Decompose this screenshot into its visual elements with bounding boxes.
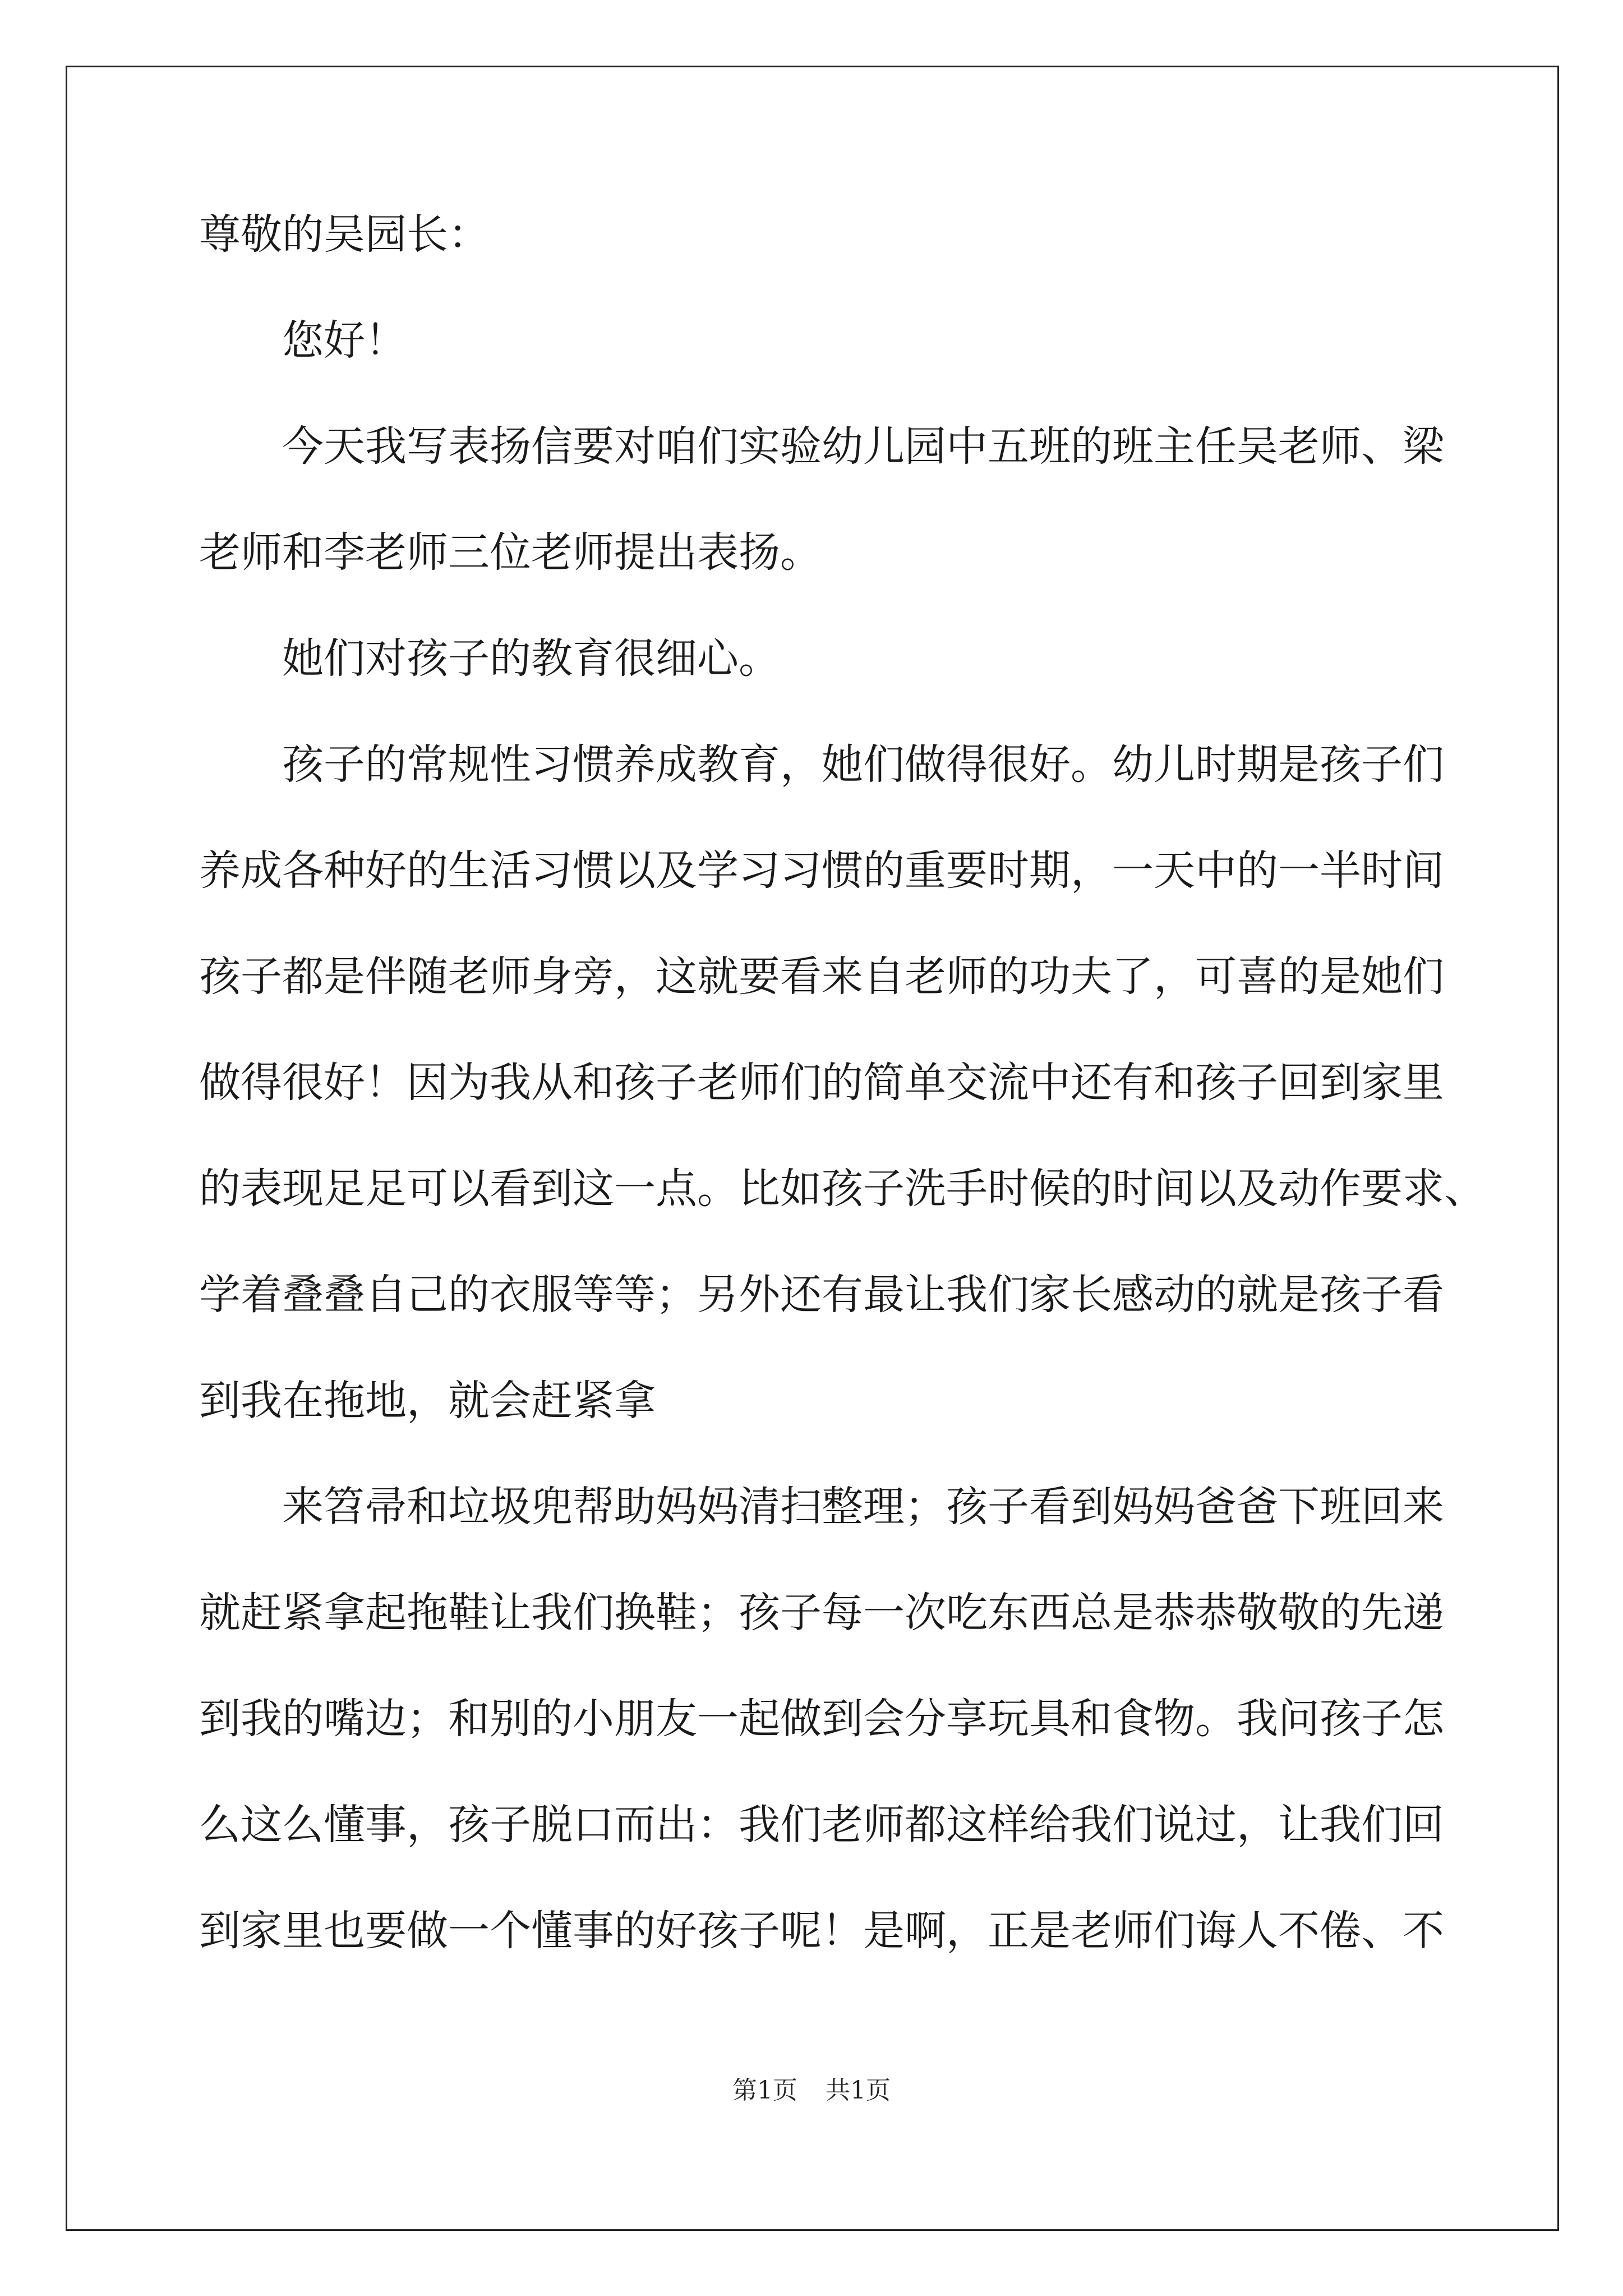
paragraph-line: 孩子都是伴随老师身旁，这就要看来自老师的功夫了，可喜的是她们 xyxy=(199,953,1444,1001)
page-number: 第1页 xyxy=(732,2076,797,2105)
paragraph-line: 到我在拖地，就会赶紧拿 xyxy=(199,1377,656,1425)
paragraph-line: 到我的嘴边；和别的小朋友一起做到会分享玩具和食物。我问孩子怎 xyxy=(199,1695,1444,1743)
paragraph-line: 么这么懂事，孩子脱口而出：我们老师都这样给我们说过，让我们回 xyxy=(199,1801,1444,1849)
paragraph-line: 就赶紧拿起拖鞋让我们换鞋；孩子每一次吃东西总是恭恭敬敬的先递 xyxy=(199,1589,1444,1637)
greeting: 您好！ xyxy=(199,316,407,365)
paragraph-line: 来笤帚和垃圾兜帮助妈妈清扫整理；孩子看到妈妈爸爸下班回来 xyxy=(199,1483,1444,1531)
paragraph-line: 老师和李老师三位老师提出表扬。 xyxy=(199,528,822,577)
paragraph-line: 到家里也要做一个懂事的好孩子呢！是啊，正是老师们诲人不倦、不 xyxy=(199,1907,1444,1955)
paragraph-line: 的表现足足可以看到这一点。比如孩子洗手时候的时间以及动作要求、 xyxy=(199,1165,1486,1213)
page-count: 共1页 xyxy=(826,2076,891,2105)
paragraph-line: 学着叠叠自己的衣服等等；另外还有最让我们家长感动的就是孩子看 xyxy=(199,1271,1444,1319)
paragraph-line: 她们对孩子的教育很细心。 xyxy=(199,634,780,683)
paragraph-line: 孩子的常规性习惯养成教育，她们做得很好。幼儿时期是孩子们 xyxy=(199,740,1444,789)
page-footer xyxy=(0,2070,1623,2106)
paragraph-line: 今天我写表扬信要对咱们实验幼儿园中五班的班主任吴老师、梁 xyxy=(199,422,1444,471)
salutation: 尊敬的吴园长： xyxy=(199,210,490,259)
paragraph-line: 做得很好！因为我从和孩子老师们的简单交流中还有和孩子回到家里 xyxy=(199,1059,1444,1107)
paragraph-line: 养成各种好的生活习惯以及学习习惯的重要时期，一天中的一半时间 xyxy=(199,846,1444,895)
